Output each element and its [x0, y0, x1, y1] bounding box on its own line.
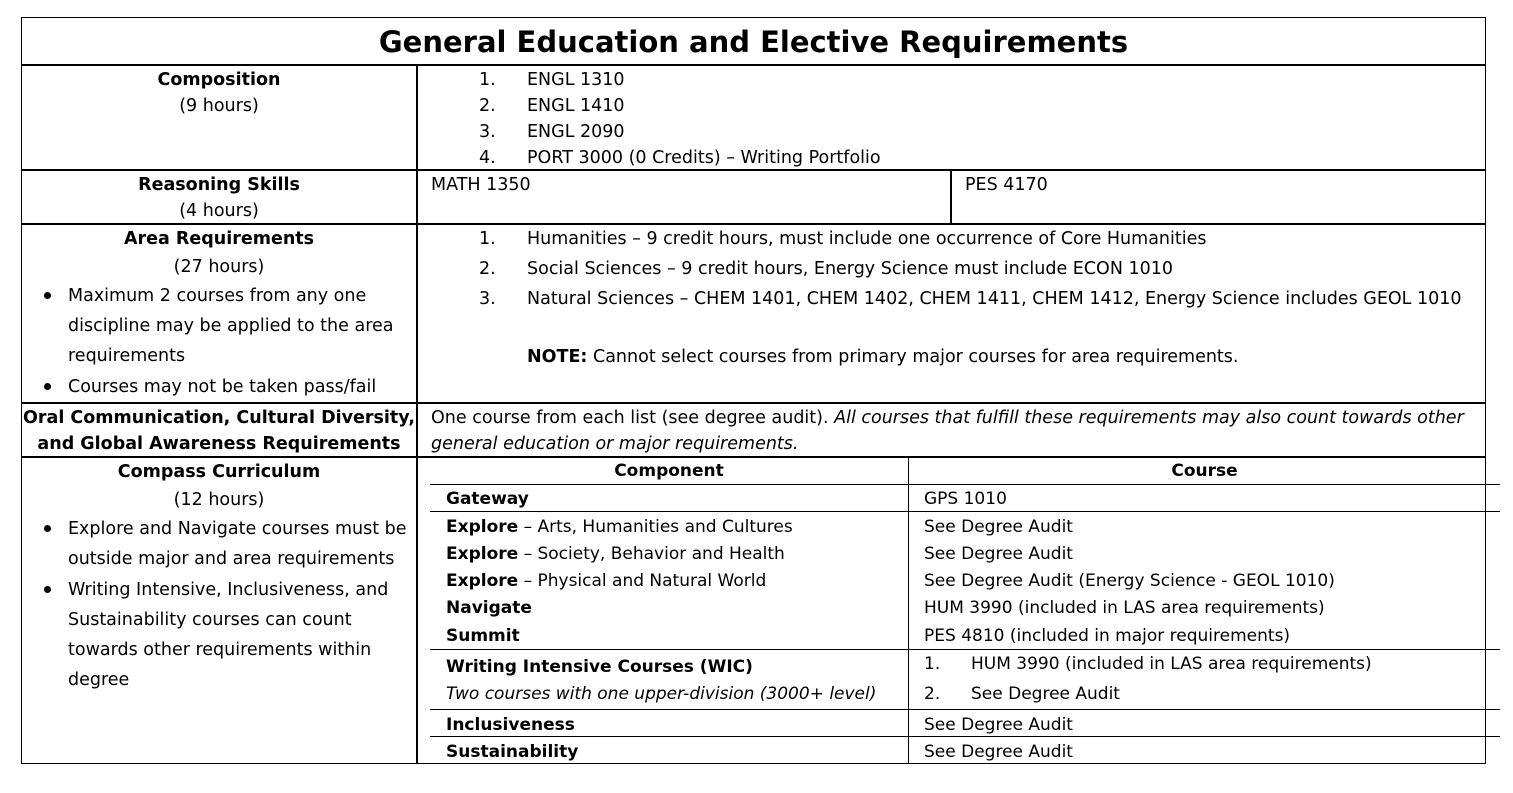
component-detail: – Society, Behavior and Health — [518, 544, 785, 564]
component-name: Gateway — [446, 489, 529, 509]
column-header-course: Course — [1171, 461, 1238, 481]
compass-label: Compass Curriculum — [117, 462, 321, 482]
page-title: General Education and Elective Requirements — [378, 25, 1129, 59]
column-header-component: Component — [614, 461, 724, 481]
list-item: Humanities – 9 credit hours, must include one occurrence of Core Humanities — [527, 229, 1207, 249]
course-cell: HUM 3990 (included in LAS area requirements) — [924, 598, 1325, 618]
component-name: Inclusiveness — [446, 715, 575, 735]
compass-hours: (12 hours) — [173, 490, 265, 510]
course-cell: See Degree Audit (Energy Science - GEOL 1010) — [924, 571, 1335, 591]
reasoning-course: MATH 1350 — [431, 175, 531, 195]
divider — [430, 484, 1500, 485]
list-number: 1. — [479, 70, 496, 90]
bullet-icon — [44, 586, 51, 593]
divider — [430, 709, 1500, 710]
area-note-text — [527, 344, 1238, 370]
component-name: Sustainability — [446, 742, 579, 762]
list-item: ENGL 1310 — [527, 70, 625, 90]
list-item: See Degree Audit — [971, 684, 1120, 704]
component-cell — [446, 486, 529, 512]
component-cell — [446, 568, 766, 594]
course-cell: See Degree Audit — [924, 517, 1073, 537]
component-name: Explore — [446, 544, 519, 564]
area-hours: (27 hours) — [173, 257, 265, 277]
list-item: Social Sciences – 9 credit hours, Energy Science must include ECON 1010 — [527, 259, 1174, 279]
reasoning-course: PES 4170 — [965, 175, 1048, 195]
component-detail: – Physical and Natural World — [518, 571, 767, 591]
list-number: 2. — [479, 259, 496, 279]
oral-text-italic: general education or major requirements. — [431, 434, 799, 454]
composition-hours: (9 hours) — [179, 96, 259, 116]
component-detail: – Arts, Humanities and Cultures — [518, 517, 793, 537]
compass-note: degree — [68, 670, 130, 690]
list-number: 4. — [479, 148, 496, 168]
component-name: Navigate — [446, 598, 532, 618]
area-note: Maximum 2 courses from any one — [68, 286, 367, 306]
divider — [430, 649, 1500, 650]
area-note: Courses may not be taken pass/fail — [68, 377, 377, 397]
course-cell: See Degree Audit — [924, 544, 1073, 564]
bullet-icon — [44, 292, 51, 299]
wic-sub: Two courses with one upper-division (3000+ level) — [446, 684, 877, 704]
reasoning-hours: (4 hours) — [179, 201, 259, 221]
bullet-icon — [44, 525, 51, 532]
divider — [21, 402, 1486, 404]
note-label: NOTE: — [527, 347, 588, 367]
compass-note: towards other requirements within — [68, 640, 372, 660]
compass-note: Writing Intensive, Inclusiveness, and — [68, 580, 389, 600]
list-item: Natural Sciences – CHEM 1401, CHEM 1402, CHEM 1411, CHEM 1412, Energy Science includes GEOL 1010 — [527, 289, 1462, 309]
oral-text: One course from each list (see degree audit). — [431, 408, 835, 428]
area-label: Area Requirements — [123, 229, 315, 249]
component-cell — [446, 595, 532, 621]
oral-text-italic: All courses that fulfill these requirements may also count towards other — [834, 408, 1464, 428]
list-item: HUM 3990 (included in LAS area requirements) — [971, 654, 1372, 674]
divider — [908, 457, 909, 764]
list-number: 1. — [479, 229, 496, 249]
list-item: ENGL 1410 — [527, 96, 625, 116]
wic-label: Writing Intensive Courses (WIC) — [446, 657, 753, 677]
component-name: Explore — [446, 571, 519, 591]
bullet-icon — [44, 383, 51, 390]
list-number: 2. — [924, 684, 941, 704]
component-cell — [446, 541, 785, 567]
list-number: 3. — [479, 122, 496, 142]
list-item: PORT 3000 (0 Credits) – Writing Portfolio — [527, 148, 881, 168]
component-cell — [446, 514, 793, 540]
component-name: Explore — [446, 517, 519, 537]
compass-note: Explore and Navigate courses must be — [68, 519, 407, 539]
area-note: discipline may be applied to the area — [68, 316, 394, 336]
list-item: ENGL 2090 — [527, 122, 625, 142]
list-number: 3. — [479, 289, 496, 309]
course-cell: GPS 1010 — [924, 489, 1007, 509]
area-note: requirements — [68, 346, 186, 366]
component-cell — [446, 623, 520, 649]
oral-label: and Global Awareness Requirements — [37, 434, 401, 454]
composition-label: Composition — [157, 70, 281, 90]
course-cell: See Degree Audit — [924, 742, 1073, 762]
list-number: 2. — [479, 96, 496, 116]
compass-note: outside major and area requirements — [68, 549, 395, 569]
course-cell: See Degree Audit — [924, 715, 1073, 735]
course-cell: PES 4810 (included in major requirements) — [924, 626, 1291, 646]
oral-description — [431, 405, 1464, 431]
list-number: 1. — [924, 654, 941, 674]
divider — [21, 64, 1486, 66]
compass-note: Sustainability courses can count — [68, 610, 352, 630]
divider — [950, 169, 952, 224]
component-name: Summit — [446, 626, 520, 646]
reasoning-label: Reasoning Skills — [138, 175, 300, 195]
oral-label: Oral Communication, Cultural Diversity, — [23, 408, 415, 428]
note-text: Cannot select courses from primary major courses for area requirements. — [587, 347, 1239, 367]
